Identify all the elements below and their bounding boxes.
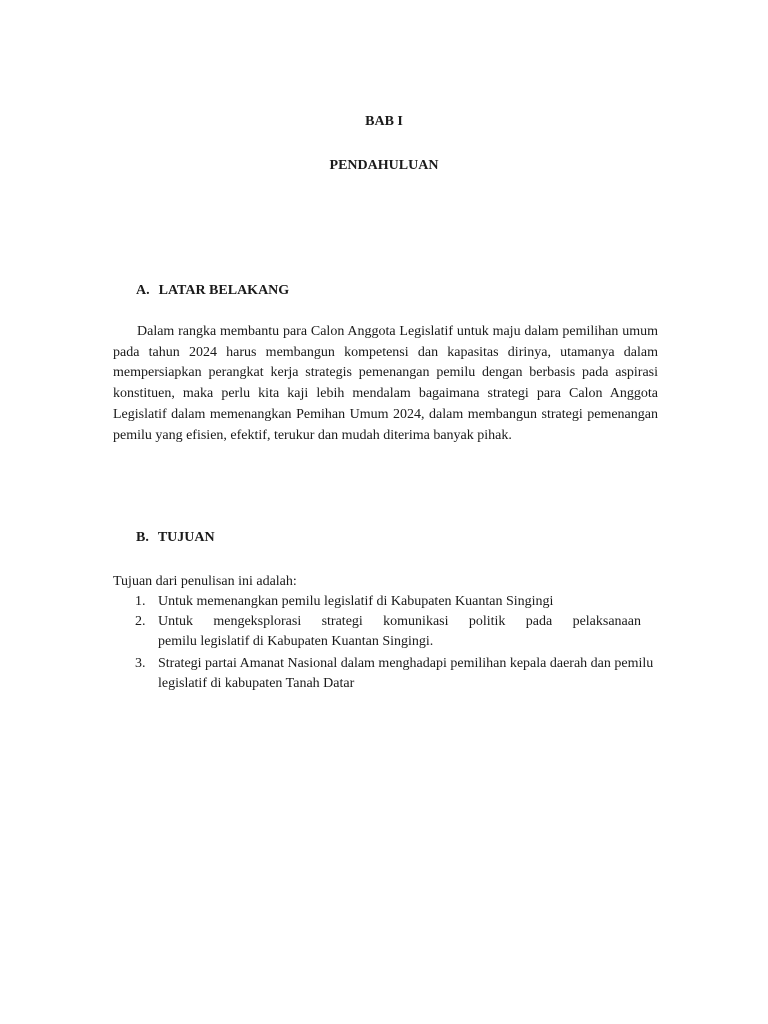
section-title: TUJUAN <box>157 530 215 545</box>
list-item-number: 3. <box>135 656 146 671</box>
list-item-text: Untuk memenangkan pemilu legislatif di Kabupaten Kuantan Singingi <box>158 594 554 609</box>
chapter-title: PENDAHULUAN <box>329 158 439 173</box>
chapter-number: BAB I <box>365 114 403 129</box>
section-marker: A. <box>136 283 150 298</box>
section-marker: B. <box>136 530 149 545</box>
tujuan-intro-text: Tujuan dari penulisan ini adalah: <box>113 574 297 589</box>
list-item <box>135 654 658 694</box>
list-item <box>135 592 658 612</box>
latar-belakang-paragraph: Dalam rangka membantu para Calon Anggota Legislatif untuk maju dalam pemilihan umum pada tahun 2024 harus membangun kompetensi dan kapasitas dirinya, utamanya dalam mempersiapkan perangkat kerja strategis pemenangan pemilu dengan berbasis pada aspirasi konstituen, maka perlu kita kaji lebih mendalam bagaimana strategi para Calon Anggota Legislatif dalam memenangkan Pemihan Umum 2024, dalam membangun strategi pemenangan pemilu yang efisien, efektif, terukur dan mudah diterima banyak pihak. <box>113 324 658 443</box>
list-item-number: 2. <box>135 614 146 629</box>
list-item-text: Strategi partai Amanat Nasional dalam menghadapi pemilihan kepala daerah dan pemilu legislatif di kabupaten Tanah Datar <box>158 656 654 691</box>
list-item-number: 1. <box>135 594 146 609</box>
list-item-text <box>158 612 658 652</box>
list-item-text-line: pemilu legislatif di Kabupaten Kuantan Singingi. <box>158 634 434 649</box>
section-heading-tujuan <box>136 529 215 547</box>
section-title: LATAR BELAKANG <box>158 283 290 298</box>
list-item <box>135 612 658 652</box>
section-heading-latar-belakang <box>136 282 289 300</box>
list-item-text-line: Untuk mengeksplorasi strategi komunikasi politik pada pelaksanaan <box>158 614 641 629</box>
